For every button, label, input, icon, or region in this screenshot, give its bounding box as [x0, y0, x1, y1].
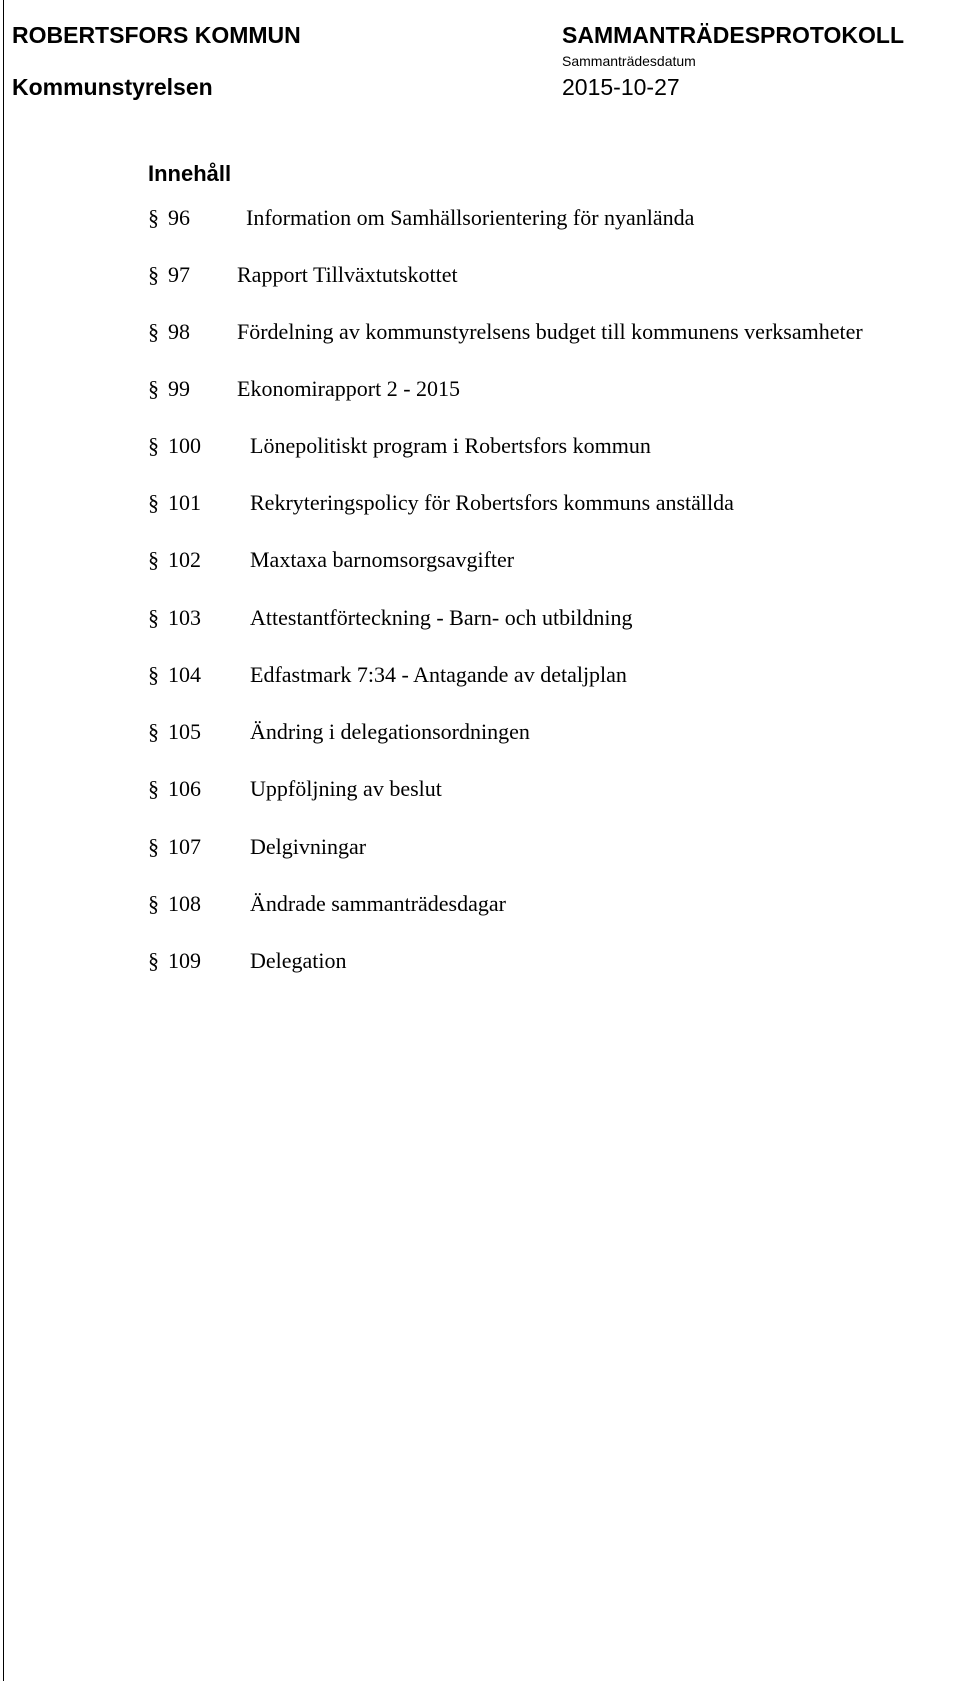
toc-item-title: Fördelning av kommunstyrelsens budget till kommunens verksamheter: [237, 319, 863, 344]
toc-item: [0, 374, 960, 404]
toc-item: [0, 603, 960, 633]
toc-item-title: Maxtaxa barnomsorgsavgifter: [250, 547, 515, 572]
toc-item: [0, 317, 960, 347]
toc-title: Innehåll: [148, 161, 232, 186]
toc-item-number: 99: [168, 376, 190, 401]
section-symbol: §: [148, 719, 159, 744]
toc-item: [0, 889, 960, 919]
toc-item-number: 98: [168, 319, 190, 344]
meeting-date: 2015-10-27: [562, 74, 680, 100]
toc-item-number: 106: [168, 776, 201, 801]
section-symbol: §: [148, 605, 159, 630]
meeting-date-label: Sammanträdesdatum: [562, 53, 696, 69]
toc-item-number: 104: [168, 662, 201, 687]
section-symbol: §: [148, 891, 159, 916]
toc-item-title: Ändrade sammanträdesdagar: [250, 891, 506, 916]
section-symbol: §: [148, 490, 159, 515]
section-symbol: §: [148, 948, 159, 973]
section-symbol: §: [148, 834, 159, 859]
toc-item-title: Ekonomirapport 2 - 2015: [237, 376, 461, 401]
toc-item-title: Ändring i delegationsordningen: [250, 719, 530, 744]
toc-item: [0, 774, 960, 804]
toc-item-number: 97: [168, 262, 190, 287]
toc-item-number: 108: [168, 891, 201, 916]
toc-item: [0, 260, 960, 290]
toc-item: [0, 717, 960, 747]
toc-item-title: Lönepolitiskt program i Robertsfors kommun: [250, 433, 651, 458]
toc-item-number: 109: [168, 948, 201, 973]
toc-item-title: Uppföljning av beslut: [250, 776, 442, 801]
toc-item-title: Edfastmark 7:34 - Antagande av detaljplan: [250, 662, 627, 687]
toc-item: [0, 545, 960, 575]
toc-item-number: 103: [168, 605, 201, 630]
toc-item: [0, 488, 960, 518]
document-type: SAMMANTRÄDESPROTOKOLL: [562, 22, 905, 48]
toc-item-number: 100: [168, 433, 201, 458]
toc-item: [0, 203, 960, 233]
toc-item-title: Rekryteringspolicy för Robertsfors kommuns anställda: [250, 490, 734, 515]
toc-item-title: Delegation: [250, 948, 347, 973]
section-symbol: §: [148, 205, 159, 230]
toc-item-number: 107: [168, 834, 201, 859]
section-symbol: §: [148, 262, 159, 287]
toc-item-title: Information om Samhällsorientering för nyanlända: [246, 205, 695, 230]
toc-item: [0, 946, 960, 976]
toc-item-number: 102: [168, 547, 201, 572]
toc-item: [0, 660, 960, 690]
section-symbol: §: [148, 547, 159, 572]
section-symbol: §: [148, 662, 159, 687]
section-symbol: §: [148, 319, 159, 344]
toc-item: [0, 832, 960, 862]
toc-item: [0, 431, 960, 461]
toc-item-title: Delgivningar: [250, 834, 367, 859]
section-symbol: §: [148, 376, 159, 401]
organization-name: ROBERTSFORS KOMMUN: [12, 22, 301, 48]
section-symbol: §: [148, 776, 159, 801]
toc-item-number: 105: [168, 719, 201, 744]
toc-item-number: 101: [168, 490, 201, 515]
toc-item-title: Attestantförteckning - Barn- och utbildning: [250, 605, 633, 630]
toc-item-title: Rapport Tillväxtutskottet: [237, 262, 458, 287]
board-name: Kommunstyrelsen: [12, 74, 213, 100]
section-symbol: §: [148, 433, 159, 458]
protocol-header: [0, 0, 960, 110]
toc-item-number: 96: [168, 205, 190, 230]
